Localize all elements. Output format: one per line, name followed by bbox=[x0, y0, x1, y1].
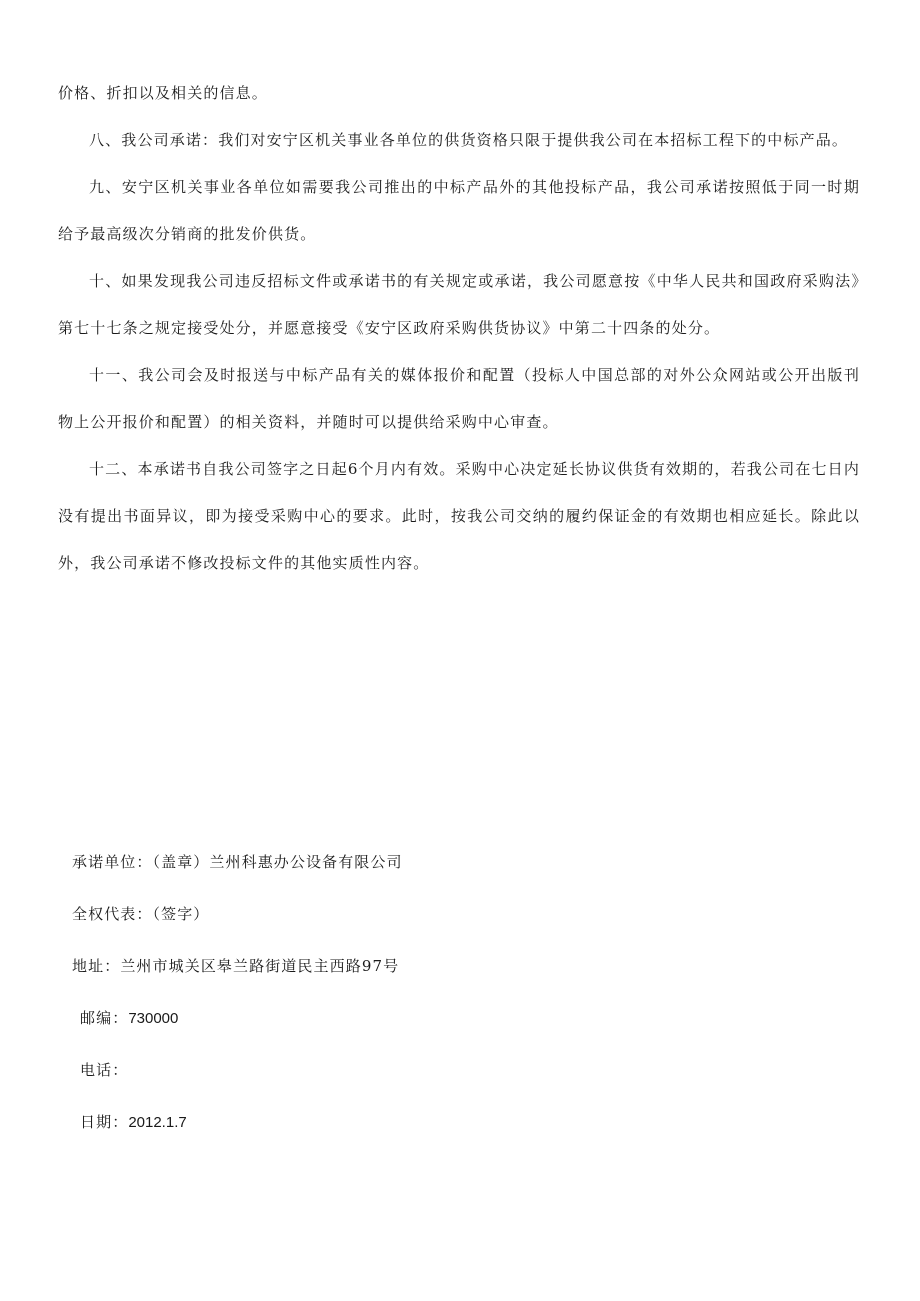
representative-line bbox=[72, 897, 772, 949]
postcode-label: 邮编： bbox=[80, 1009, 129, 1027]
date-value: 2012.1.7 bbox=[128, 1114, 187, 1131]
date-label: 日期： bbox=[80, 1113, 129, 1131]
paragraph-twelve: 十二、本承诺书自我公司签字之日起6个月内有效。采购中心决定延长协议供货有效期的，若我公司在七日内没有提出书面异议，即为接受采购中心的要求。此时，按我公司交纳的履约保证金的有效期也相应延长。除此以外，我公司承诺不修改投标文件的其他实质性内容。 bbox=[58, 460, 860, 572]
phone-label: 电话： bbox=[80, 1061, 129, 1079]
postcode-line bbox=[72, 1001, 772, 1053]
paragraph-eight: 八、我公司承诺：我们对安宁区机关事业各单位的供货资格只限于提供我公司在本招标工程下的中标产品。 bbox=[89, 131, 849, 149]
address-line bbox=[72, 949, 772, 1001]
paragraph-nine: 九、安宁区机关事业各单位如需要我公司推出的中标产品外的其他投标产品，我公司承诺按照低于同一时期给予最高级次分销商的批发价供货。 bbox=[58, 178, 860, 243]
commitment-unit-label: 承诺单位：（盖章） bbox=[72, 853, 210, 871]
paragraph-continuation: 价格、折扣以及相关的信息。 bbox=[58, 84, 268, 102]
commitment-unit-line bbox=[72, 845, 772, 897]
date-line bbox=[72, 1105, 772, 1157]
paragraph-eleven: 十一、我公司会及时报送与中标产品有关的媒体报价和配置（投标人中国总部的对外公众网站或公开出版刊物上公开报价和配置）的相关资料，并随时可以提供给采购中心审查。 bbox=[58, 366, 860, 431]
signature-block bbox=[72, 845, 772, 1157]
address-label: 地址： bbox=[72, 957, 121, 975]
address-value: 兰州市城关区皋兰路街道民主西路97号 bbox=[120, 957, 400, 975]
representative-label: 全权代表：（签字） bbox=[72, 905, 210, 923]
paragraph-ten: 十、如果发现我公司违反招标文件或承诺书的有关规定或承诺，我公司愿意按《中华人民共和国政府采购法》第七十七条之规定接受处分，并愿意接受《安宁区政府采购供货协议》中第二十四条的处分。 bbox=[58, 272, 860, 337]
phone-line bbox=[72, 1053, 772, 1105]
commitment-unit-value: 兰州科惠办公设备有限公司 bbox=[209, 853, 403, 871]
postcode-value: 730000 bbox=[128, 1010, 179, 1027]
document-body bbox=[58, 70, 860, 587]
